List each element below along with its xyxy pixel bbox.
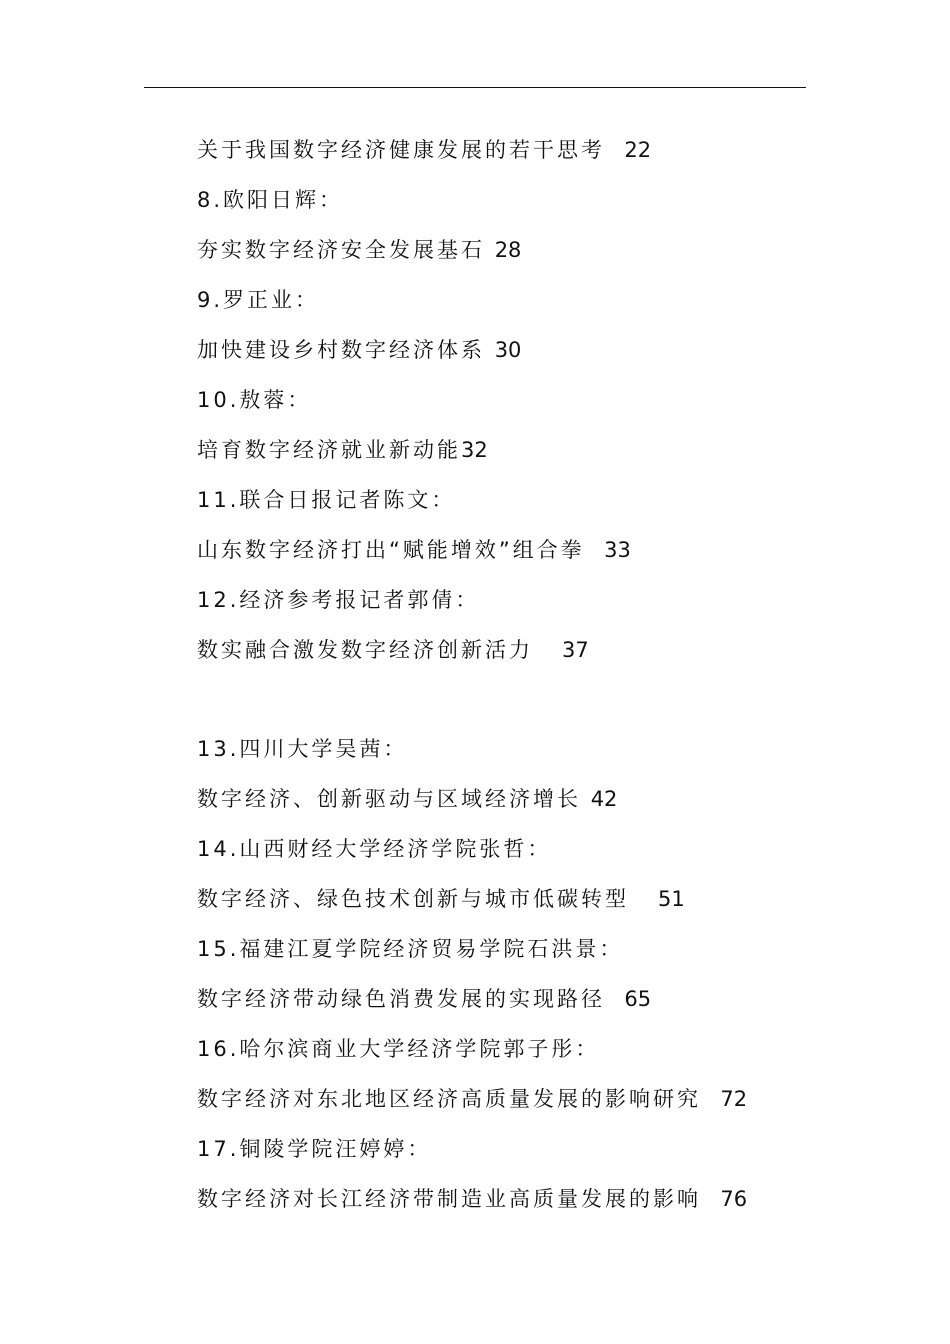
toc-page-number: 65 bbox=[624, 987, 652, 1011]
toc-entry-title bbox=[197, 874, 817, 924]
toc-entry-title bbox=[197, 225, 817, 275]
toc-gap bbox=[581, 787, 591, 811]
toc-entry-text: 10.敖蓉： bbox=[197, 388, 312, 412]
toc-entry-text: 9.罗正业： bbox=[197, 288, 320, 312]
toc-gap bbox=[533, 638, 562, 662]
toc-entry-author bbox=[197, 924, 817, 974]
toc-page-number: 28 bbox=[494, 238, 522, 262]
toc-page-number: 51 bbox=[658, 887, 685, 911]
toc-page-number: 22 bbox=[624, 138, 652, 162]
header-rule bbox=[144, 87, 806, 88]
table-of-contents bbox=[197, 125, 817, 1224]
toc-page-number: 42 bbox=[590, 787, 618, 811]
toc-entry-author bbox=[197, 275, 817, 325]
toc-entry-text: 夯实数字经济安全发展基石 bbox=[197, 238, 485, 262]
toc-entry-text: 15.福建江夏学院经济贸易学院石洪景： bbox=[197, 937, 624, 961]
toc-entry-text: 17.铜陵学院汪婷婷： bbox=[197, 1137, 432, 1161]
toc-gap bbox=[629, 887, 658, 911]
toc-entry-text: 数字经济对东北地区经济高质量发展的影响研究 bbox=[197, 1087, 701, 1111]
toc-entry-text: 数字经济、创新驱动与区域经济增长 bbox=[197, 787, 581, 811]
toc-page-number: 30 bbox=[494, 338, 522, 362]
toc-entry-title bbox=[197, 625, 817, 675]
toc-entry-text: 14.山西财经大学经济学院张哲： bbox=[197, 837, 552, 861]
toc-gap bbox=[485, 338, 495, 362]
toc-entry-author bbox=[197, 175, 817, 225]
toc-entry-text: 13.四川大学吴茜： bbox=[197, 737, 408, 761]
toc-gap bbox=[605, 987, 624, 1011]
toc-entry-author bbox=[197, 1124, 817, 1174]
toc-entry-text: 数字经济带动绿色消费发展的实现路径 bbox=[197, 987, 605, 1011]
toc-gap bbox=[585, 538, 604, 562]
toc-page-number: 72 bbox=[720, 1087, 748, 1111]
toc-page-number: 76 bbox=[720, 1187, 748, 1211]
toc-entry-text: 数字经济、绿色技术创新与城市低碳转型 bbox=[197, 887, 629, 911]
toc-gap bbox=[701, 1187, 720, 1211]
toc-entry-text: 11.联合日报记者陈文： bbox=[197, 488, 456, 512]
toc-gap bbox=[485, 238, 495, 262]
toc-entry-author bbox=[197, 1024, 817, 1074]
toc-gap bbox=[701, 1087, 720, 1111]
toc-entry-title bbox=[197, 325, 817, 375]
toc-entry-text: 培育数字经济就业新动能 bbox=[197, 438, 461, 462]
toc-entry-text: 加快建设乡村数字经济体系 bbox=[197, 338, 485, 362]
toc-entry-author bbox=[197, 824, 817, 874]
toc-entry-title bbox=[197, 774, 817, 824]
toc-entry-title bbox=[197, 1074, 817, 1124]
toc-entry-text: 数字经济对长江经济带制造业高质量发展的影响 bbox=[197, 1187, 701, 1211]
toc-entry-text: 数实融合激发数字经济创新活力 bbox=[197, 638, 533, 662]
toc-entry-title bbox=[197, 1174, 817, 1224]
toc-entry-author bbox=[197, 375, 817, 425]
toc-entry-text: 16.哈尔滨商业大学经济学院郭子彤： bbox=[197, 1037, 600, 1061]
toc-entry-text: 关于我国数字经济健康发展的若干思考 bbox=[197, 138, 605, 162]
toc-entry-title bbox=[197, 525, 817, 575]
toc-entry-title bbox=[197, 974, 817, 1024]
toc-entry-text: 山东数字经济打出“赋能增效”组合拳 bbox=[197, 538, 585, 562]
toc-entry-author bbox=[197, 475, 817, 525]
toc-entry-title bbox=[197, 125, 817, 175]
toc-gap bbox=[605, 138, 624, 162]
toc-page-number: 37 bbox=[562, 638, 589, 662]
toc-entry-author bbox=[197, 724, 817, 774]
toc-entry-text: 8.欧阳日辉： bbox=[197, 188, 344, 212]
toc-entry-author bbox=[197, 575, 817, 625]
toc-entry-text: 12.经济参考报记者郭倩： bbox=[197, 588, 480, 612]
toc-entry-title bbox=[197, 425, 817, 475]
toc-page-number: 32 bbox=[461, 438, 488, 462]
toc-page-number: 33 bbox=[604, 538, 631, 562]
blank-line bbox=[197, 675, 817, 724]
